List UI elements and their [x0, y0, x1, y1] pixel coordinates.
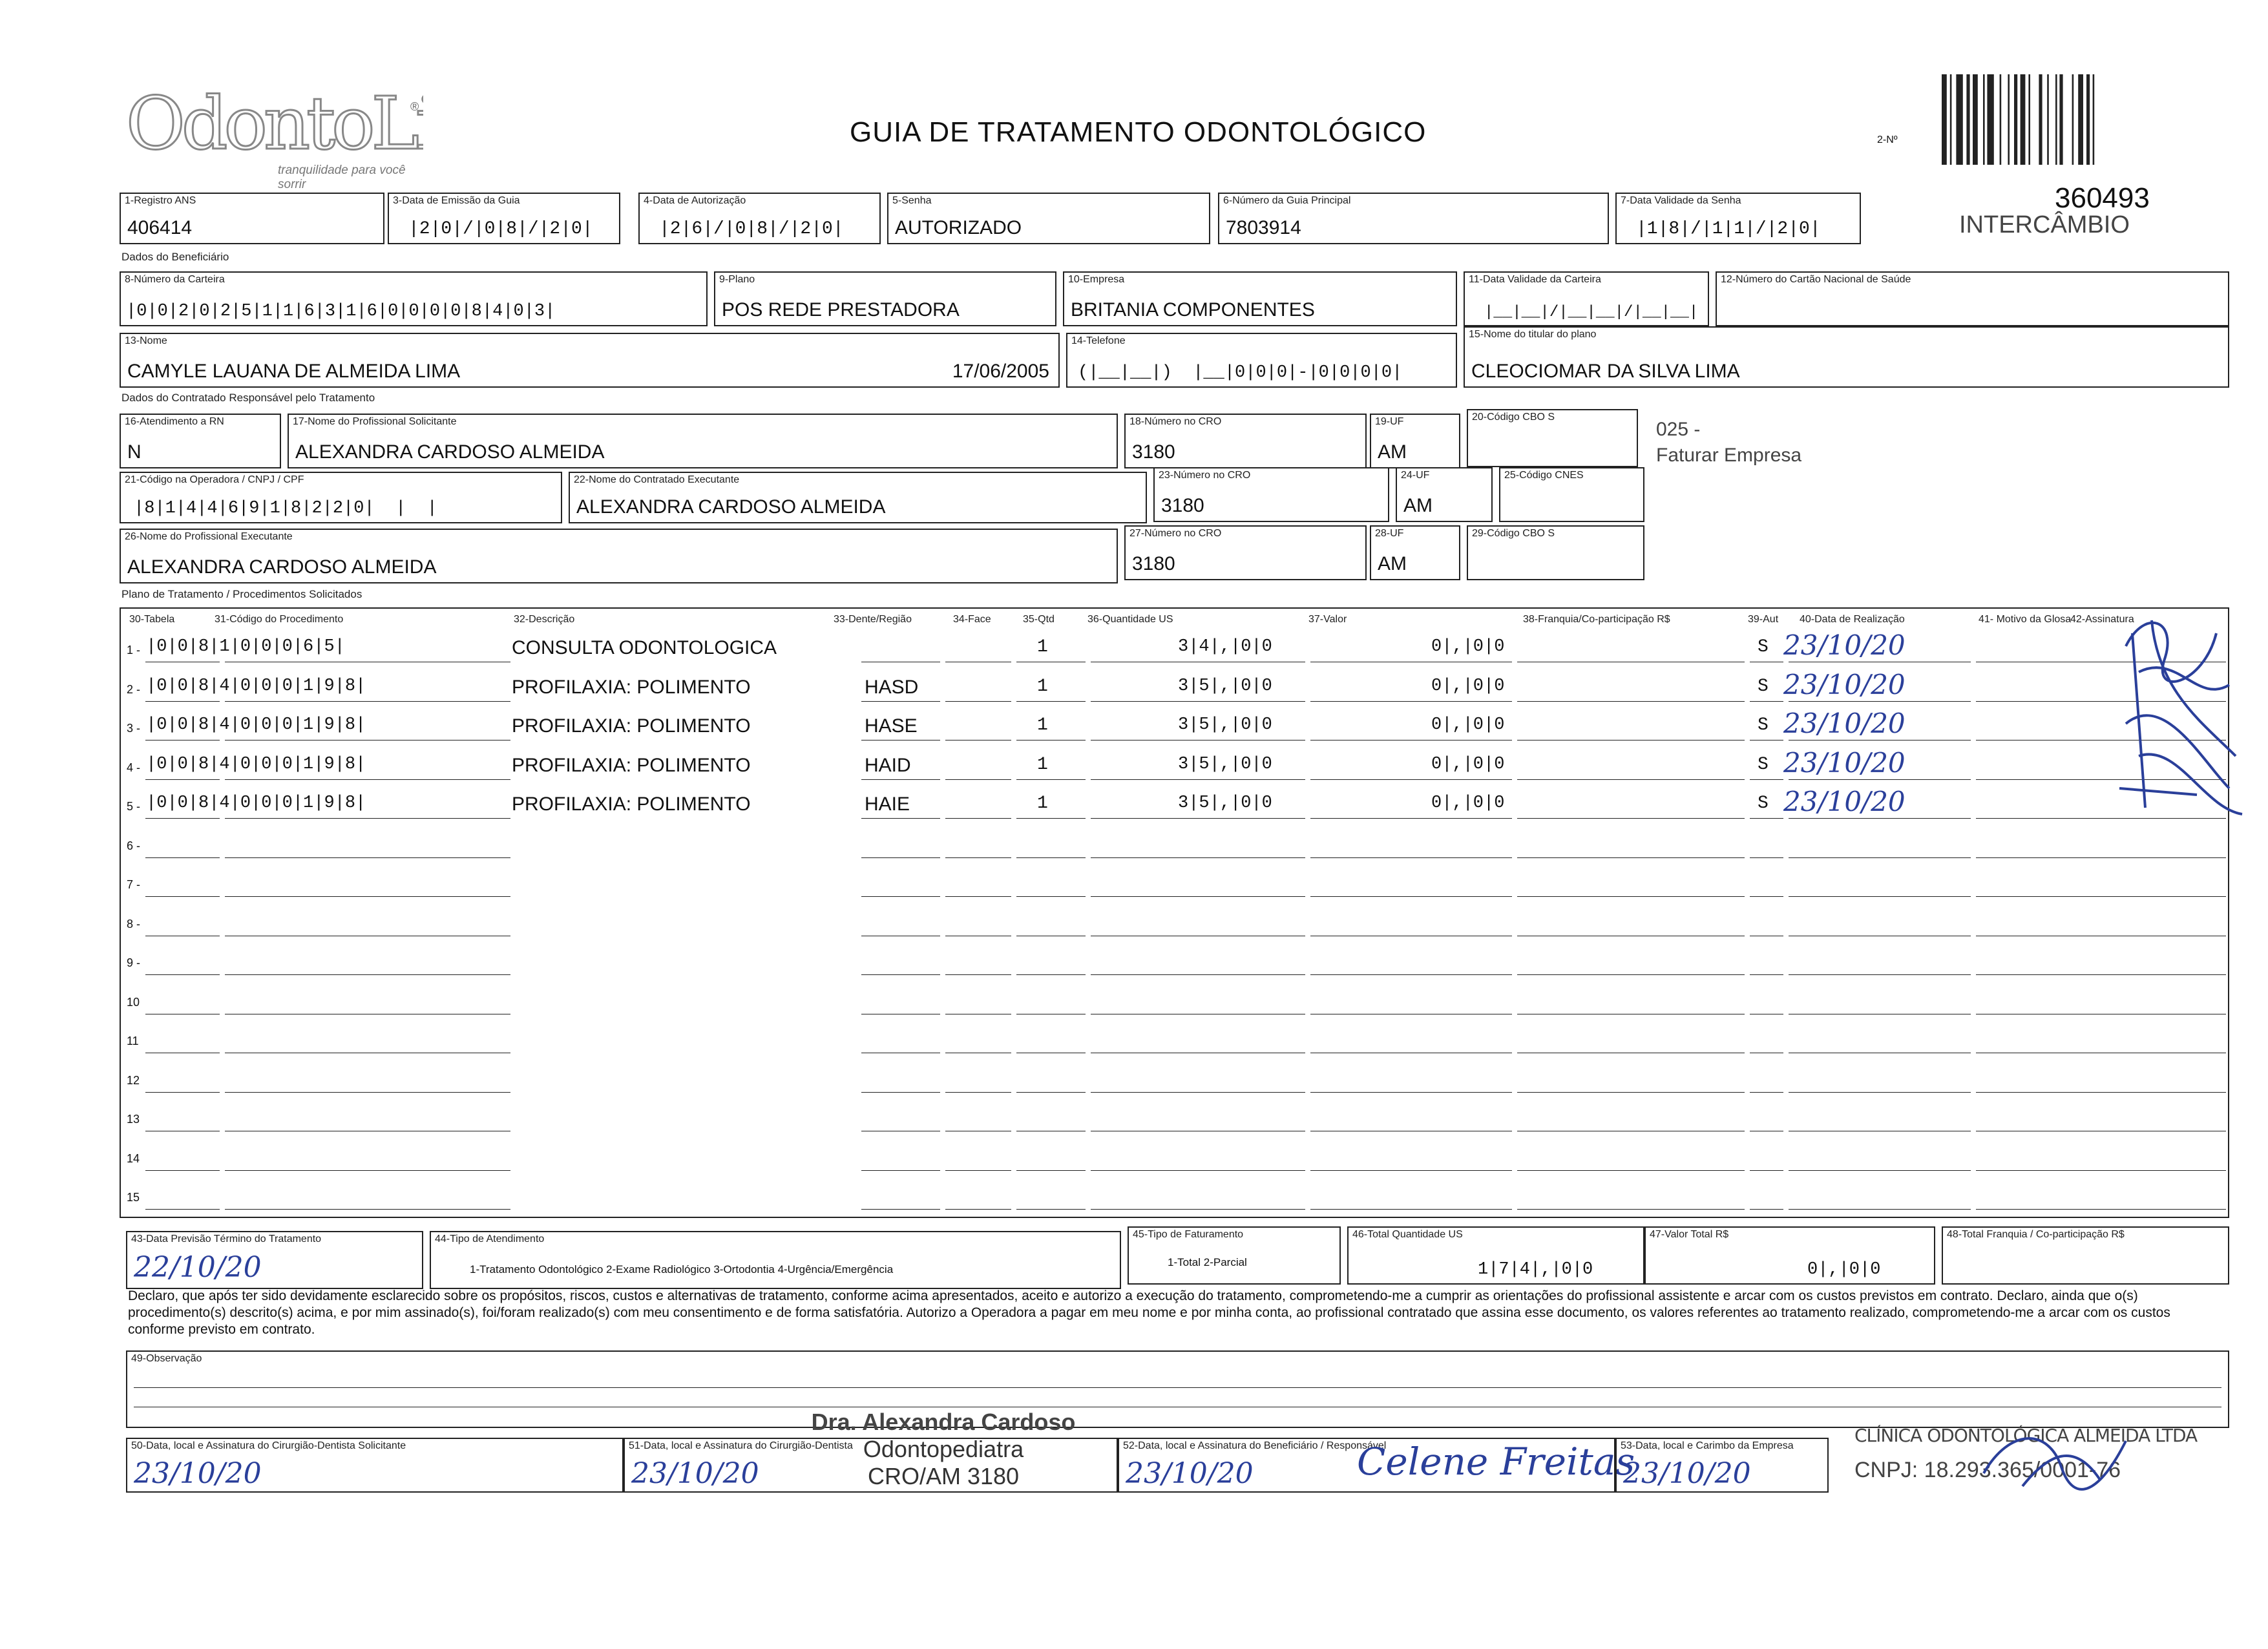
tooth-region: HASD	[865, 676, 919, 698]
row-field-line	[1091, 896, 1305, 897]
row-field-line	[1310, 1170, 1512, 1171]
field-data-previsao: 43-Data Previsão Término do Tratamento 22/10/20	[126, 1231, 423, 1289]
row-field-line	[861, 857, 940, 858]
barcode-bar	[1987, 74, 1993, 165]
procedure-aut: S	[1758, 637, 1769, 657]
field-cro-solicitante: 18-Número no CRO 3180	[1124, 414, 1367, 468]
field-assinatura-dentista: 51-Data, local e Assinatura do Cirurgião-Dentista 23/10/20	[624, 1438, 1118, 1493]
field-atendimento-rn: 16-Atendimento a RN N	[120, 414, 281, 468]
row-field-line	[1976, 974, 2226, 975]
row-field-line	[1016, 974, 1086, 975]
procedure-date: 23/10/20	[1783, 708, 1906, 739]
logo-tagline: tranquilidade para você sorrir	[278, 163, 406, 191]
field-tipo-faturamento: 45-Tipo de Faturamento 1-Total 2-Parcial	[1128, 1226, 1341, 1285]
row-field-line	[1789, 818, 1971, 819]
row-number: 9 -	[127, 956, 141, 969]
row-field-line	[225, 701, 510, 702]
field-empresa: 10-Empresa BRITANIA COMPONENTES	[1063, 271, 1457, 326]
stamp-clinic-name: CLÍNICA ODONTOLÓGICA ALMEIDA LTDA	[1854, 1425, 2198, 1446]
row-field-line	[1517, 857, 1745, 858]
row-field-line	[945, 779, 1011, 780]
row-field-line	[1091, 857, 1305, 858]
guide-no-label: 2-Nº	[1877, 134, 1898, 145]
field-profissional-executante: 26-Nome do Profissional Executante ALEXANDRA CARDOSO ALMEIDA	[120, 529, 1118, 583]
procedure-header: 30-Tabela	[129, 614, 175, 625]
field-data-autorizacao: 4-Data de Autorização |2|6|/|0|8|/|2|0|	[638, 193, 881, 244]
section-beneficiario: Dados do Beneficiário	[121, 251, 229, 263]
procedure-header: 33-Dente/Região	[834, 614, 912, 625]
stamp-dentist-role: Odontopediatra	[863, 1436, 1024, 1462]
barcode-bar	[2059, 74, 2063, 165]
row-field-line	[225, 1170, 510, 1171]
row-field-line	[1091, 1209, 1305, 1210]
field-total-franquia: 48-Total Franquia / Co-participação R$	[1942, 1226, 2229, 1285]
procedure-description: PROFILAXIA: POLIMENTO	[512, 676, 751, 698]
row-field-line	[945, 974, 1011, 975]
row-number: 8 -	[127, 917, 141, 930]
row-field-line	[225, 1092, 510, 1093]
procedure-us: 3|5|,|0|0	[1178, 715, 1272, 735]
field-cro-profissional: 27-Número no CRO 3180	[1124, 525, 1367, 580]
procedure-header: 37-Valor	[1308, 614, 1347, 625]
procedure-description: PROFILAXIA: POLIMENTO	[512, 715, 751, 737]
procedure-us: 3|5|,|0|0	[1178, 676, 1272, 696]
declaration-text: Declaro, que após ter sido devidamente esclarecido sobre os propósitos, riscos, custos e alternativas de tratamento, conforme acima apresentados, aceito e autorizo a execução do tratamento, comprometendo-me a cumprir as orientações do profissional assistente e arcar com os custos previstos em contrato. Declaro, ainda que o(s) procedimento(s) descrito(s) acima, e por mim assinado(s), foi/foram realizado(s) com meu consentimento e de forma satisfatória. Autorizo a Operadora a pagar em meu nome e por minha conta, ao profissional contratado que assina esse documento, os valores referentes ao tratamento realizado, comprometendo-me a arcar com os custos conforme previsto em contrato.	[128, 1288, 2170, 1337]
barcode-bar	[2093, 74, 2095, 165]
odontolife-logo	[126, 87, 423, 191]
row-number: 3 -	[127, 722, 141, 735]
procedure-header: 38-Franquia/Co-participação R$	[1523, 614, 1670, 625]
row-field-line	[945, 701, 1011, 702]
row-field-line	[145, 1209, 220, 1210]
stamp-clinic-cnpj: CNPJ: 18.293.365/0001-76	[1854, 1458, 2121, 1482]
row-field-line	[861, 1209, 940, 1210]
barcode-bar	[2078, 74, 2083, 165]
procedure-us: 3|4|,|0|0	[1178, 637, 1272, 656]
field-contratado-executante: 22-Nome do Contratado Executante ALEXANDRA CARDOSO ALMEIDA	[569, 472, 1147, 523]
field-valor-total: 47-Valor Total R$ 0|,|0|0	[1644, 1226, 1935, 1285]
barcode-bar	[1983, 74, 1985, 165]
procedure-aut: S	[1758, 676, 1769, 697]
procedure-value: 0|,|0|0	[1431, 676, 1505, 696]
row-field-line	[1016, 701, 1086, 702]
barcode-graphic	[1942, 74, 2226, 165]
row-field-line	[1976, 1092, 2226, 1093]
section-plano-tratamento: Plano de Tratamento / Procedimentos Solicitados	[121, 588, 362, 600]
field-telefone: 14-Telefone (|__|__|) |__|0|0|0|-|0|0|0|0|	[1066, 333, 1457, 388]
barcode-bar	[1942, 74, 1947, 165]
row-number: 4 -	[127, 761, 141, 774]
row-field-line	[1517, 1092, 1745, 1093]
row-field-line	[945, 1170, 1011, 1171]
procedure-signatures	[2100, 594, 2249, 853]
row-field-line	[945, 818, 1011, 819]
procedure-value: 0|,|0|0	[1431, 715, 1505, 735]
row-field-line	[861, 1092, 940, 1093]
clinic-stamp-signature	[1971, 1415, 2139, 1506]
procedure-us: 3|5|,|0|0	[1178, 754, 1272, 774]
procedure-aut: S	[1758, 754, 1769, 775]
row-field-line	[1789, 974, 1971, 975]
procedure-qty: 1	[1037, 676, 1048, 697]
procedure-code: |0|0|8|4|0|0|0|1|9|8|	[146, 793, 366, 813]
row-field-line	[1789, 896, 1971, 897]
procedure-date: 23/10/20	[1783, 746, 1906, 779]
row-field-line	[1517, 1170, 1745, 1171]
row-field-line	[1016, 1170, 1086, 1171]
procedure-code: |0|0|8|1|0|0|0|6|5|	[146, 637, 345, 656]
row-number: 11	[127, 1035, 139, 1047]
row-field-line	[145, 974, 220, 975]
field-cbo-profissional: 29-Código CBO S	[1467, 525, 1644, 580]
row-field-line	[1016, 1092, 1086, 1093]
dentist-stamp	[788, 1409, 1098, 1490]
row-field-line	[1789, 857, 1971, 858]
field-observacao: 49-Observação	[126, 1350, 2229, 1428]
field-cro-executante: 23-Número no CRO 3180	[1153, 467, 1389, 522]
row-field-line	[1091, 701, 1305, 702]
barcode-bar	[2008, 74, 2010, 165]
registered-mark: ®	[410, 100, 419, 113]
row-field-line	[1016, 1209, 1086, 1210]
cbo-note-2: Faturar Empresa	[1656, 445, 1802, 466]
barcode-bar	[2014, 74, 2017, 165]
barcode	[1942, 74, 2226, 165]
row-field-line	[1789, 1209, 1971, 1210]
procedure-code: |0|0|8|4|0|0|0|1|9|8|	[146, 715, 366, 735]
procedure-qty: 1	[1037, 637, 1048, 657]
row-field-line	[945, 1092, 1011, 1093]
row-field-line	[1091, 779, 1305, 780]
row-field-line	[225, 779, 510, 780]
procedure-value: 0|,|0|0	[1431, 754, 1505, 774]
field-assinatura-solicitante: 50-Data, local e Assinatura do Cirurgião-Dentista Solicitante 23/10/20	[126, 1438, 624, 1493]
barcode-bar	[2086, 74, 2090, 165]
row-field-line	[1016, 779, 1086, 780]
guide-number: 360493	[2055, 182, 2150, 214]
barcode-bar	[2021, 74, 2026, 165]
tooth-region: HAID	[865, 754, 911, 776]
field-registro-ans: 1-Registro ANS 406414	[120, 193, 384, 244]
field-assinatura-beneficiario: 52-Data, local e Assinatura do Beneficiário / Responsável 23/10/20	[1118, 1438, 1615, 1493]
guide-tag: INTERCÂMBIO	[1959, 211, 2130, 238]
field-tipo-atendimento: 44-Tipo de Atendimento 1-Tratamento Odontológico 2-Exame Radiológico 3-Ortodontia 4-Urgência/Emergência	[430, 1231, 1121, 1289]
field-numero-carteira: 8-Número da Carteira |0|0|2|0|2|5|1|1|6|3|1|6|0|0|0|0|8|4|0|3|	[120, 271, 708, 326]
field-uf-solicitante: 19-UF AM	[1370, 414, 1460, 468]
row-field-line	[1016, 857, 1086, 858]
row-field-line	[145, 818, 220, 819]
procedure-date: 23/10/20	[1783, 786, 1906, 817]
row-field-line	[1517, 974, 1745, 975]
row-field-line	[1016, 818, 1086, 819]
row-number: 15	[127, 1191, 140, 1204]
row-field-line	[1517, 701, 1745, 702]
procedure-header: 39-Aut	[1748, 614, 1779, 625]
row-number: 12	[127, 1073, 140, 1087]
barcode-bar	[2000, 74, 2002, 165]
row-field-line	[1310, 857, 1512, 858]
row-field-line	[1976, 896, 2226, 897]
row-field-line	[1310, 1209, 1512, 1210]
row-number: 13	[127, 1113, 140, 1126]
barcode-bar	[2047, 74, 2049, 165]
row-number: 5 -	[127, 800, 141, 813]
procedure-aut: S	[1758, 715, 1769, 735]
row-field-line	[1517, 779, 1745, 780]
barcode-bar	[2028, 74, 2030, 165]
field-validade-senha: 7-Data Validade da Senha |1|8|/|1|1|/|2|0|	[1615, 193, 1861, 244]
row-field-line	[1976, 1170, 2226, 1171]
stamp-dentist-name: Dra. Alexandra Cardoso	[811, 1409, 1076, 1435]
row-field-line	[1750, 701, 1783, 702]
row-field-line	[145, 701, 220, 702]
row-field-line	[861, 779, 940, 780]
birth-date: 17/06/2005	[952, 361, 1049, 382]
row-field-line	[1016, 896, 1086, 897]
procedure-header: 34-Face	[953, 614, 991, 625]
row-number: 14	[127, 1151, 140, 1165]
barcode-bar	[1956, 74, 1962, 165]
procedures-table	[120, 607, 2229, 1218]
field-validade-carteira: 11-Data Validade da Carteira |__|__|/|__|__|/|__|__|	[1464, 271, 1709, 326]
row-field-line	[945, 1209, 1011, 1210]
field-uf-profissional: 28-UF AM	[1370, 525, 1460, 580]
barcode-bar	[2055, 74, 2057, 165]
procedure-qty: 1	[1037, 793, 1048, 814]
procedure-header: 31-Código do Procedimento	[215, 614, 344, 625]
row-field-line	[145, 857, 220, 858]
row-number: 10	[127, 995, 140, 1009]
procedure-description: CONSULTA ODONTOLOGICA	[512, 637, 777, 658]
beneficiary-signature: Celene Freitas	[1357, 1440, 1635, 1484]
field-total-us: 46-Total Quantidade US 1|7|4|,|0|0	[1347, 1226, 1644, 1285]
procedure-header: 42-Assinatura	[2070, 614, 2134, 625]
barcode-bar	[2072, 74, 2074, 165]
row-field-line	[1310, 896, 1512, 897]
tooth-region: HASE	[865, 715, 918, 737]
row-field-line	[1517, 818, 1745, 819]
cbo-note-1: 025 -	[1656, 419, 1701, 440]
field-guia-principal: 6-Número da Guia Principal 7803914	[1218, 193, 1609, 244]
row-field-line	[145, 1170, 220, 1171]
procedure-date: 23/10/20	[1783, 629, 1906, 661]
row-field-line	[225, 1209, 510, 1210]
procedure-header: 40-Data de Realização	[1800, 614, 1905, 625]
field-carimbo-empresa: 53-Data, local e Carimbo da Empresa 23/10/20	[1615, 1438, 1829, 1493]
row-field-line	[861, 1170, 940, 1171]
field-cnes: 25-Código CNES	[1499, 467, 1644, 522]
page-title: GUIA DE TRATAMENTO ODONTOLÓGICO	[850, 116, 1427, 148]
row-field-line	[225, 857, 510, 858]
row-field-line	[1310, 974, 1512, 975]
row-field-line	[145, 896, 220, 897]
row-field-line	[1091, 974, 1305, 975]
row-number: 2 -	[127, 682, 141, 696]
svg-text:OdontoLife: OdontoL	[126, 87, 415, 166]
field-data-emissao: 3-Data de Emissão da Guia |2|0|/|0|8|/|2|0|	[388, 193, 620, 244]
row-field-line	[945, 896, 1011, 897]
procedure-date: 23/10/20	[1783, 668, 1906, 700]
row-field-line	[1750, 779, 1783, 780]
row-field-line	[945, 857, 1011, 858]
row-number: 6 -	[127, 839, 141, 852]
row-field-line	[1750, 857, 1783, 858]
barcode-bar	[1950, 74, 1952, 165]
procedure-description: PROFILAXIA: POLIMENTO	[512, 754, 751, 776]
row-field-line	[145, 779, 220, 780]
row-field-line	[225, 974, 510, 975]
procedure-header: 41- Motivo da Glosa	[1979, 614, 2072, 625]
row-field-line	[1750, 1170, 1783, 1171]
procedure-qty: 1	[1037, 754, 1048, 775]
row-field-line	[1310, 1092, 1512, 1093]
row-field-line	[861, 896, 940, 897]
procedure-code: |0|0|8|4|0|0|0|1|9|8|	[146, 676, 366, 696]
row-field-line	[1750, 974, 1783, 975]
procedure-header: 32-Descrição	[514, 614, 575, 625]
row-field-line	[1091, 818, 1305, 819]
row-field-line	[1789, 1092, 1971, 1093]
row-field-line	[225, 896, 510, 897]
row-field-line	[1750, 1092, 1783, 1093]
row-field-line	[861, 701, 940, 702]
field-profissional-solicitante: 17-Nome do Profissional Solicitante ALEXANDRA CARDOSO ALMEIDA	[288, 414, 1118, 468]
field-uf-executante: 24-UF AM	[1396, 467, 1493, 522]
row-number: 7 -	[127, 878, 141, 891]
procedure-qty: 1	[1037, 715, 1048, 735]
barcode-bar	[2039, 74, 2042, 165]
row-field-line	[1310, 818, 1512, 819]
procedure-header: 36-Quantidade US	[1087, 614, 1173, 625]
row-field-line	[1789, 1170, 1971, 1171]
row-field-line	[1789, 701, 1971, 702]
row-field-line	[1517, 1209, 1745, 1210]
field-nome: 13-Nome CAMYLE LAUANA DE ALMEIDA LIMA 17/06/2005	[120, 333, 1060, 388]
procedure-us: 3|5|,|0|0	[1178, 793, 1272, 813]
procedure-header: 35-Qtd	[1023, 614, 1055, 625]
barcode-bar	[1966, 74, 1969, 165]
row-field-line	[225, 818, 510, 819]
barcode-bar	[1973, 74, 1978, 165]
section-contratado: Dados do Contratado Responsável pelo Tratamento	[121, 392, 375, 404]
stamp-dentist-cro: CRO/AM 3180	[867, 1463, 1020, 1489]
row-field-line	[1517, 896, 1745, 897]
procedure-aut: S	[1758, 793, 1769, 814]
row-field-line	[1310, 701, 1512, 702]
row-field-line	[1789, 779, 1971, 780]
field-senha: 5-Senha AUTORIZADO	[887, 193, 1210, 244]
procedure-value: 0|,|0|0	[1431, 637, 1505, 656]
row-field-line	[1750, 818, 1783, 819]
field-cbo-solicitante: 20-Código CBO S	[1467, 409, 1638, 467]
row-field-line	[1091, 1170, 1305, 1171]
row-field-line	[1976, 1209, 2226, 1210]
field-plano: 9-Plano POS REDE PRESTADORA	[714, 271, 1056, 326]
row-field-line	[145, 1092, 220, 1093]
row-field-line	[1091, 1092, 1305, 1093]
procedure-value: 0|,|0|0	[1431, 793, 1505, 813]
field-titular: 15-Nome do titular do plano CLEOCIOMAR DA SILVA LIMA	[1464, 326, 2229, 388]
row-field-line	[1750, 896, 1783, 897]
row-field-line	[1750, 1209, 1783, 1210]
row-field-line	[861, 818, 940, 819]
procedure-description: PROFILAXIA: POLIMENTO	[512, 793, 751, 815]
tooth-region: HAIE	[865, 793, 910, 815]
procedure-code: |0|0|8|4|0|0|0|1|9|8|	[146, 754, 366, 774]
row-field-line	[1310, 779, 1512, 780]
row-field-line	[861, 974, 940, 975]
row-number: 1 -	[127, 644, 141, 656]
field-cartao-nacional: 12-Número do Cartão Nacional de Saúde	[1716, 271, 2229, 326]
field-codigo-operadora: 21-Código na Operadora / CNPJ / CPF |8|1|4|4|6|9|1|8|2|2|0| | |	[120, 472, 562, 523]
row-field-line	[1976, 857, 2226, 858]
